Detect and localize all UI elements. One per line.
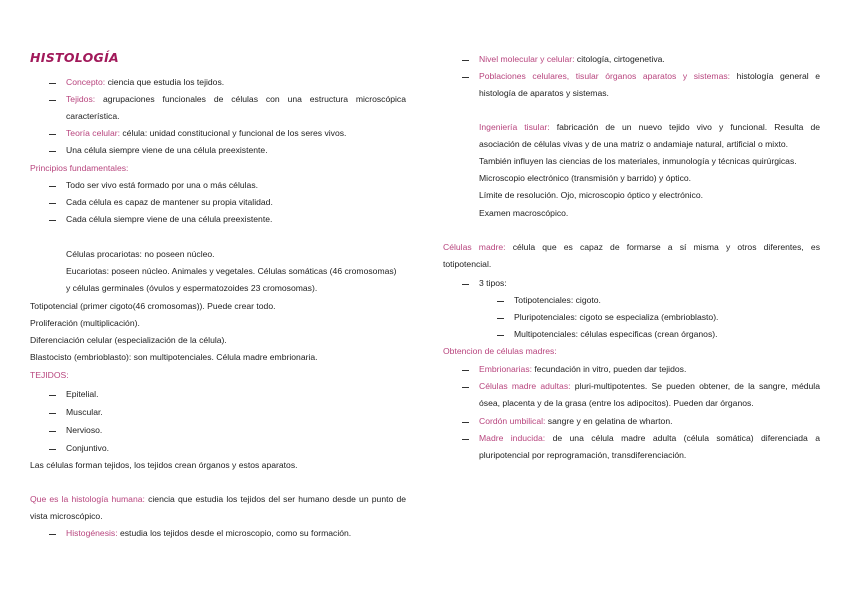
inducida-label: Madre inducida: xyxy=(479,433,546,443)
bullet-dash xyxy=(497,301,504,302)
bullet-dash xyxy=(49,431,56,432)
histologia-humana-text-cont: vista microscópico. xyxy=(30,511,103,521)
bullet-dash xyxy=(49,186,56,187)
bullet-dash xyxy=(462,60,469,61)
poblaciones-item xyxy=(479,71,820,82)
bullet-dash xyxy=(49,449,56,450)
ingenieria-item xyxy=(479,122,820,133)
bullet-dash xyxy=(462,387,469,388)
bullet-dash xyxy=(49,220,56,221)
concepto-label: Concepto: xyxy=(66,77,106,87)
bullet-dash xyxy=(497,318,504,319)
bullet-dash xyxy=(462,77,469,78)
cordon-text: sangre y en gelatina de wharton. xyxy=(547,416,673,426)
tejidos-text: agrupaciones funcionales de células con una estructura microscópica xyxy=(103,94,406,104)
madre-text-cont: totipotencial. xyxy=(443,259,492,269)
histogenesis-item xyxy=(66,528,351,539)
nivel-item xyxy=(479,54,665,65)
cordon-item xyxy=(479,416,673,427)
tambien-text: También influyen las ciencias de los materiales, inmunología y técnicas quirúrgicas. xyxy=(479,156,797,166)
madre-text: célula que es capaz de formarse a sí misma y otros diferentes, es xyxy=(512,242,820,252)
tipo-item: Multipotenciales: células especificas (crean órganos). xyxy=(514,329,718,339)
poblaciones-text-cont: histología de aparatos y sistemas. xyxy=(479,88,609,98)
poblaciones-text: histología general e xyxy=(736,71,821,81)
una-celula-item: Una célula siempre viene de una célula preexistente. xyxy=(66,145,268,155)
ingenieria-label: Ingeniería tisular: xyxy=(479,122,550,132)
obtencion-heading: Obtencion de células madres: xyxy=(443,346,557,356)
bullet-dash xyxy=(49,413,56,414)
ingenieria-text-cont: asociación de células vivas y de una matriz o andamiaje natural, artificial o mixto. xyxy=(479,139,789,149)
bullet-dash xyxy=(49,534,56,535)
histologia-humana-label: Que es la histología humana: xyxy=(30,494,145,504)
eucariotas-text: Eucariotas: poseen núcleo. Animales y vegetales. Células somáticas (46 cromosomas) xyxy=(66,266,397,276)
bullet-dash xyxy=(462,284,469,285)
tipo-item: Totipotenciales: cigoto. xyxy=(514,295,601,305)
bullet-dash xyxy=(49,100,56,101)
concepto-text: ciencia que estudia los tejidos. xyxy=(107,77,225,87)
bullet-dash xyxy=(49,395,56,396)
bullet-dash xyxy=(49,203,56,204)
teoria-label: Teoría celular: xyxy=(66,128,120,138)
diferenciacion-text: Diferenciación celular (especialización de la célula). xyxy=(30,335,227,345)
bullet-dash xyxy=(49,83,56,84)
tejidos-text-cont: característica. xyxy=(66,111,120,121)
totipotencial-text: Totipotencial (primer cigoto(46 cromosomas)). Puede crear todo. xyxy=(30,301,276,311)
embrionarias-text: fecundación in vitro, pueden dar tejidos. xyxy=(534,364,687,374)
limite-text: Límite de resolución. Ojo, microscopio óptico y electrónico. xyxy=(479,190,704,200)
madre-label: Células madre: xyxy=(443,242,506,252)
histologia-humana-text: ciencia que estudia los tejidos del ser humano desde un punto de xyxy=(148,494,406,504)
poblaciones-label: Poblaciones celulares, tisular órganos aparatos y sistemas: xyxy=(479,71,731,81)
tipos-item: 3 tipos: xyxy=(479,278,507,288)
ingenieria-text: fabricación de un nuevo tejido vivo y funcional. Resulta de xyxy=(556,122,820,132)
procariotas-text: Células procariotas: no poseen núcleo. xyxy=(66,249,215,259)
bullet-dash xyxy=(49,134,56,135)
tejido-item: Conjuntivo. xyxy=(66,443,109,453)
microscopio-text: Microscopio electrónico (transmisión y barrido) y óptico. xyxy=(479,173,692,183)
tejido-item: Nervioso. xyxy=(66,425,103,435)
histogenesis-text: estudia los tejidos desde el microscopio, como su formación. xyxy=(119,528,352,538)
principios-heading: Principios fundamentales: xyxy=(30,163,129,173)
tipo-item: Pluripotenciales: cigoto se especializa (embrioblasto). xyxy=(514,312,719,322)
inducida-item xyxy=(479,433,820,444)
principio-item: Cada célula es capaz de mantener su propia vitalidad. xyxy=(66,197,273,207)
bullet-dash xyxy=(462,370,469,371)
bullet-dash xyxy=(462,422,469,423)
eucariotas-text-cont: y células germinales (óvulos y espermatozoides 23 cromosomas). xyxy=(66,283,318,293)
inducida-text: de una célula madre adulta (célula somática) diferenciada a xyxy=(552,433,821,443)
principio-item: Cada célula siempre viene de una célula preexistente. xyxy=(66,214,273,224)
madre-item xyxy=(443,242,820,253)
histologia-humana-item xyxy=(30,494,406,505)
teoria-item xyxy=(66,128,346,139)
tejidos-heading: TEJIDOS: xyxy=(30,370,69,380)
nivel-text: citología, cirtogenetiva. xyxy=(576,54,665,64)
teoria-text: célula: unidad constitucional y funcional de los seres vivos. xyxy=(122,128,347,138)
principio-item: Todo ser vivo está formado por una o más células. xyxy=(66,180,259,190)
adultas-item xyxy=(479,381,820,392)
inducida-text-cont: pluripotencial por reprogramación, transdiferenciación. xyxy=(479,450,687,460)
tejidos-label: Tejidos: xyxy=(66,94,96,104)
histogenesis-label: Histogénesis: xyxy=(66,528,118,538)
adultas-text-cont: ósea, placenta y de la grasa (entre los adipocitos). Pueden dar órganos. xyxy=(479,398,754,408)
bullet-dash xyxy=(497,335,504,336)
celulas-forman-text: Las células forman tejidos, los tejidos crean órganos y estos aparatos. xyxy=(30,460,298,470)
tejidos-item xyxy=(66,94,406,105)
adultas-label: Células madre adultas: xyxy=(479,381,571,391)
embrionarias-label: Embrionarias: xyxy=(479,364,533,374)
tejido-item: Epitelial. xyxy=(66,389,99,399)
bullet-dash xyxy=(49,151,56,152)
concepto-item xyxy=(66,77,224,88)
bullet-dash xyxy=(462,439,469,440)
proliferacion-text: Proliferación (multiplicación). xyxy=(30,318,140,328)
cordon-label: Cordón umbilical: xyxy=(479,416,546,426)
tejido-item: Muscular. xyxy=(66,407,103,417)
nivel-label: Nivel molecular y celular: xyxy=(479,54,575,64)
blastocisto-text: Blastocisto (embrioblasto): son multipotenciales. Célula madre embrionaria. xyxy=(30,352,318,362)
examen-text: Examen macroscópico. xyxy=(479,208,569,218)
adultas-text: pluri-multipotentes. Se pueden obtener, de la sangre, médula xyxy=(574,381,820,391)
embrionarias-item xyxy=(479,364,686,375)
document-title: HISTOLOGÍA xyxy=(30,50,119,65)
